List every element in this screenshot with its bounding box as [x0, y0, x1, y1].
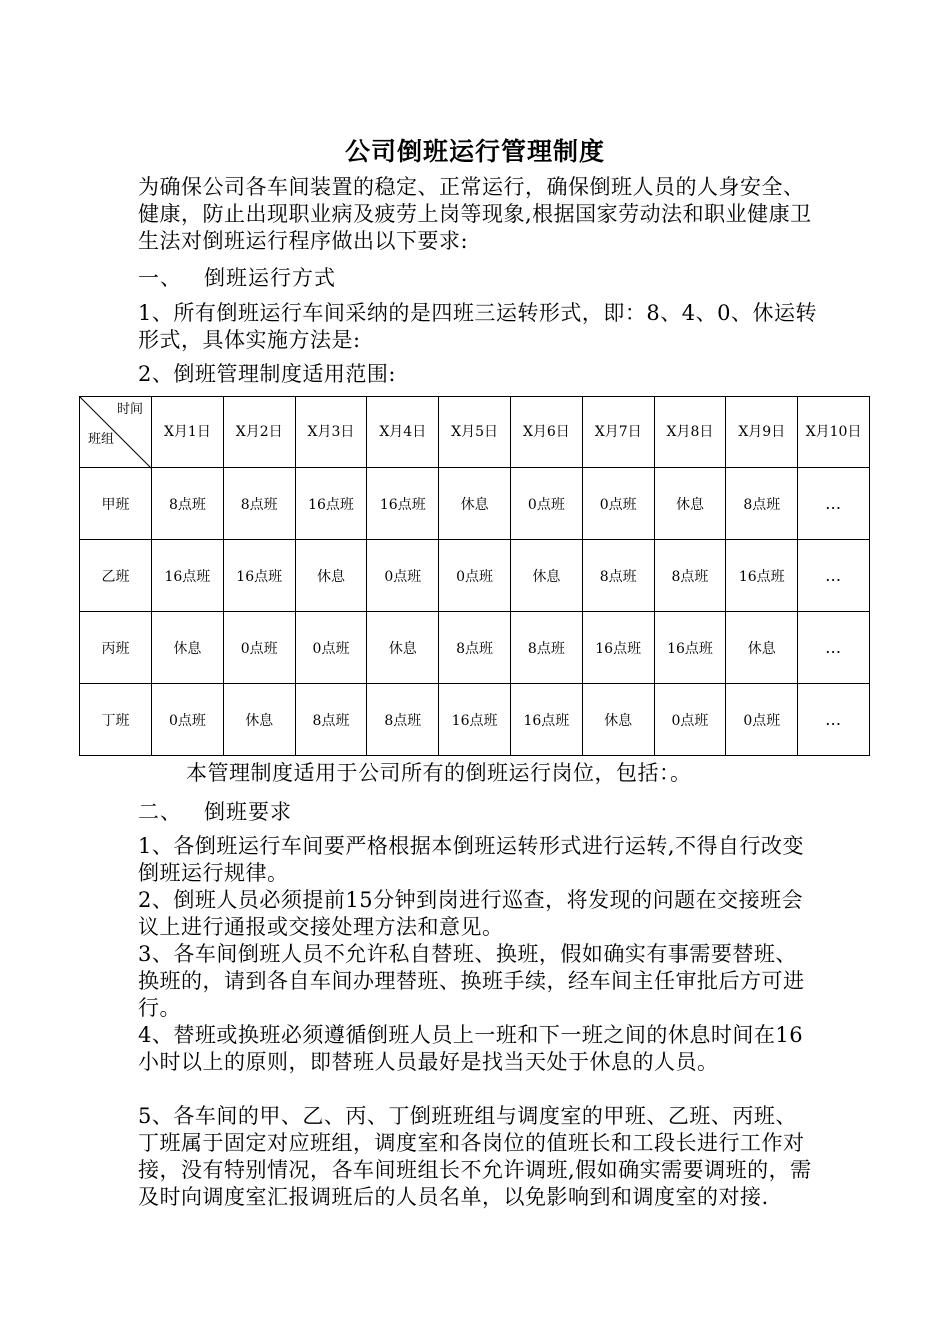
- table-header-row: [80, 397, 870, 468]
- intro-paragraph: 为确保公司各车间装置的稳定、正常运行，确保倒班人员的人身安全、健康，防止出现职业病及疲劳上岗等现象,根据国家劳动法和职业健康卫生法对倒班运行程序做出以下要求:: [138, 175, 812, 253]
- date-header: X月4日: [367, 397, 439, 468]
- document-title: 公司倒班运行管理制度: [344, 137, 605, 166]
- shift-cell: 16点班: [223, 540, 295, 612]
- row-label: 丁班: [80, 684, 152, 756]
- shift-cell: 休息: [152, 612, 224, 684]
- shift-cell: 0点班: [726, 684, 798, 756]
- shift-cell: 16点班: [654, 612, 726, 684]
- section-1-title: 倒班运行方式: [204, 266, 336, 290]
- date-header: X月6日: [510, 397, 582, 468]
- shift-cell: 16点班: [726, 540, 798, 612]
- shift-schedule-table: [79, 396, 870, 756]
- table-corner-cell: [80, 397, 152, 468]
- shift-cell-ellipsis: …: [798, 612, 870, 684]
- shift-cell: 0点班: [510, 468, 582, 540]
- shift-cell: 0点班: [367, 540, 439, 612]
- date-header: X月9日: [726, 397, 798, 468]
- date-header: X月5日: [439, 397, 511, 468]
- shift-cell: 休息: [582, 684, 654, 756]
- shift-cell: 休息: [439, 468, 511, 540]
- shift-cell: 8点班: [439, 612, 511, 684]
- shift-cell: 0点班: [152, 684, 224, 756]
- row-label: 丙班: [80, 612, 152, 684]
- shift-cell: 16点班: [295, 468, 367, 540]
- row-label: 乙班: [80, 540, 152, 612]
- shift-cell: 8点班: [510, 612, 582, 684]
- table-row: [80, 684, 870, 756]
- table-row: [80, 468, 870, 540]
- shift-cell: 休息: [223, 684, 295, 756]
- shift-cell: 休息: [510, 540, 582, 612]
- row-label: 甲班: [80, 468, 152, 540]
- section-1-number: 一、: [138, 266, 182, 290]
- date-header: X月2日: [223, 397, 295, 468]
- shift-cell: 8点班: [152, 468, 224, 540]
- section-2-item-2: 2、倒班人员必须提前15分钟到岗进行巡查，将发现的问题在交接班会议上进行通报或交接处理方法和意见。: [138, 888, 804, 939]
- scope-note: 本管理制度适用于公司所有的倒班运行岗位，包括：。: [186, 761, 692, 785]
- shift-cell: 8点班: [726, 468, 798, 540]
- shift-cell: 16点班: [367, 468, 439, 540]
- section-2-item-1: 1、各倒班运行车间要严格根据本倒班运转形式进行运转,不得自行改变倒班运行规律。: [138, 834, 805, 885]
- section-1-item-1: 1、所有倒班运行车间采纳的是四班三运转形式，即：8、4、0、休运转形式，具体实施方法是:: [138, 301, 817, 352]
- shift-cell: 休息: [295, 540, 367, 612]
- shift-cell: 8点班: [582, 540, 654, 612]
- shift-cell: 16点班: [582, 612, 654, 684]
- shift-cell: 0点班: [582, 468, 654, 540]
- section-1-heading: [138, 262, 336, 292]
- shift-cell: 0点班: [223, 612, 295, 684]
- corner-label-group: 班组: [88, 432, 115, 447]
- date-header: X月3日: [295, 397, 367, 468]
- section-2-heading: [138, 796, 292, 826]
- shift-cell: 8点班: [654, 540, 726, 612]
- shift-cell: 8点班: [367, 684, 439, 756]
- section-2-number: 二、: [138, 800, 182, 824]
- shift-cell: 16点班: [510, 684, 582, 756]
- shift-cell: 8点班: [223, 468, 295, 540]
- table-row: [80, 540, 870, 612]
- shift-cell-ellipsis: …: [798, 468, 870, 540]
- section-1-item-2: 2、倒班管理制度适用范围:: [138, 362, 396, 386]
- date-header: X月1日: [152, 397, 224, 468]
- shift-cell: 休息: [726, 612, 798, 684]
- shift-cell: 8点班: [295, 684, 367, 756]
- shift-cell: 休息: [654, 468, 726, 540]
- shift-cell: 0点班: [295, 612, 367, 684]
- section-2-item-5: 5、各车间的甲、乙、丙、丁倒班班组与调度室的甲班、乙班、丙班、丁班属于固定对应班组，调度室和各岗位的值班长和工段长进行工作对接，没有特别情况，各车间班组长不允许调班,假如确实需要调班的，需及时向调度室汇报调班后的人员名单，以免影响到和调度室的对接.: [138, 1104, 812, 1209]
- shift-cell-ellipsis: …: [798, 684, 870, 756]
- section-2-item-4: 4、替班或换班必须遵循倒班人员上一班和下一班之间的休息时间在16小时以上的原则，即替班人员最好是找当天处于休息的人员。: [138, 1023, 804, 1074]
- section-2-item-3: 3、各车间倒班人员不允许私自替班、换班，假如确实有事需要替班、换班的，请到各自车间办理替班、换班手续，经车间主任审批后方可进行。: [138, 942, 805, 1020]
- date-header: X月8日: [654, 397, 726, 468]
- shift-cell: 休息: [367, 612, 439, 684]
- section-2-title: 倒班要求: [204, 800, 292, 824]
- shift-cell: 0点班: [654, 684, 726, 756]
- shift-cell-ellipsis: …: [798, 540, 870, 612]
- shift-cell: 16点班: [152, 540, 224, 612]
- corner-label-time: 时间: [116, 402, 143, 417]
- table-row: [80, 612, 870, 684]
- date-header: X月10日: [798, 397, 870, 468]
- shift-cell: 16点班: [439, 684, 511, 756]
- shift-cell: 0点班: [439, 540, 511, 612]
- date-header: X月7日: [582, 397, 654, 468]
